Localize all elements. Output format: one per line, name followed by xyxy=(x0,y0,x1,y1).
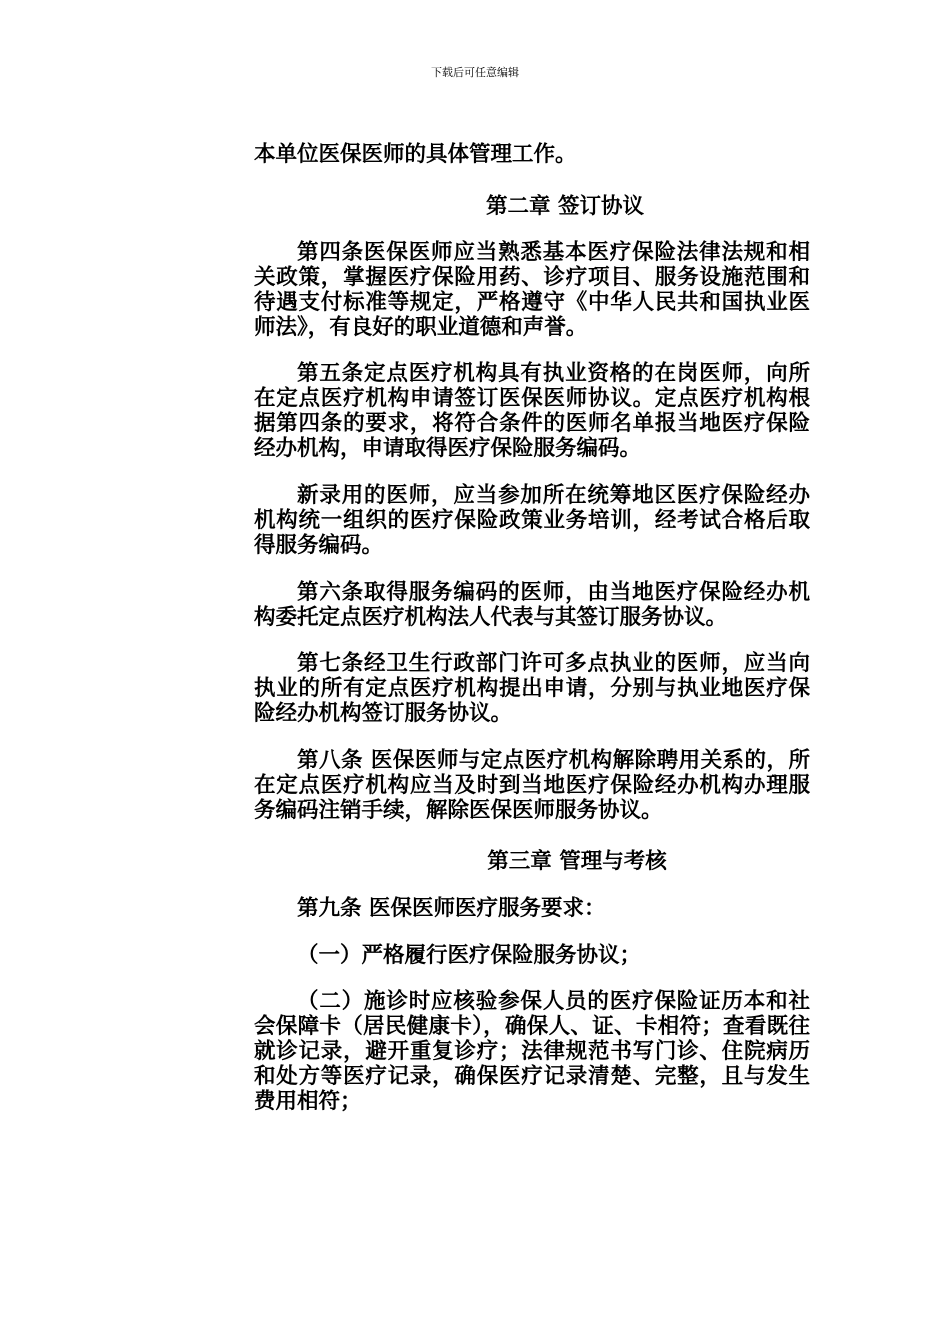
document-body xyxy=(254,142,810,1114)
paragraph-continuation: 本单位医保医师的具体管理工作。 xyxy=(254,142,577,167)
article-4: 第四条医保医师应当熟悉基本医疗保险法律法规和相关政策，掌握医疗保险用药、诊疗项目、服务设施范围和待遇支付标准等规定，严格遵守《中华人民共和国执业医师法》，有良好的职业道德和声誉。 xyxy=(254,240,810,340)
article-9: 第九条 医保医师医疗服务要求： xyxy=(297,896,606,921)
article-5-new-hire: 新录用的医师，应当参加所在统筹地区医疗保险经办机构统一组织的医疗保险政策业务培训，经考试合格后取得服务编码。 xyxy=(254,483,810,558)
article-7: 第七条经卫生行政部门许可多点执业的医师，应当向执业的所有定点医疗机构提出申请，分别与执业地医疗保险经办机构签订服务协议。 xyxy=(254,651,810,726)
article-9-item-1: （一）严格履行医疗保险服务协议； xyxy=(297,943,642,968)
article-9-item-2: （二）施诊时应核验参保人员的医疗保险证历本和社会保障卡（居民健康卡），确保人、证、卡相符；查看既往就诊记录，避开重复诊疗；法律规范书写门诊、住院病历和处方等医疗记录，确保医疗记录清楚、完整，且与发生费用相符； xyxy=(254,989,810,1114)
header-note: 下载后可任意编辑 xyxy=(431,66,519,79)
chapter-heading-2: 第二章 签订协议 xyxy=(486,194,644,219)
chapter-heading-3: 第三章 管理与考核 xyxy=(487,849,667,874)
article-5: 第五条定点医疗机构具有执业资格的在岗医师，向所在定点医疗机构申请签订医保医师协议。定点医疗机构根据第四条的要求，将符合条件的医师名单报当地医疗保险经办机构，申请取得医疗保险服务编码。 xyxy=(254,361,810,461)
article-8: 第八条 医保医师与定点医疗机构解除聘用关系的，所在定点医疗机构应当及时到当地医疗保险经办机构办理服务编码注销手续，解除医保医师服务协议。 xyxy=(254,748,810,823)
article-6: 第六条取得服务编码的医师，由当地医疗保险经办机构委托定点医疗机构法人代表与其签订服务协议。 xyxy=(254,580,810,630)
